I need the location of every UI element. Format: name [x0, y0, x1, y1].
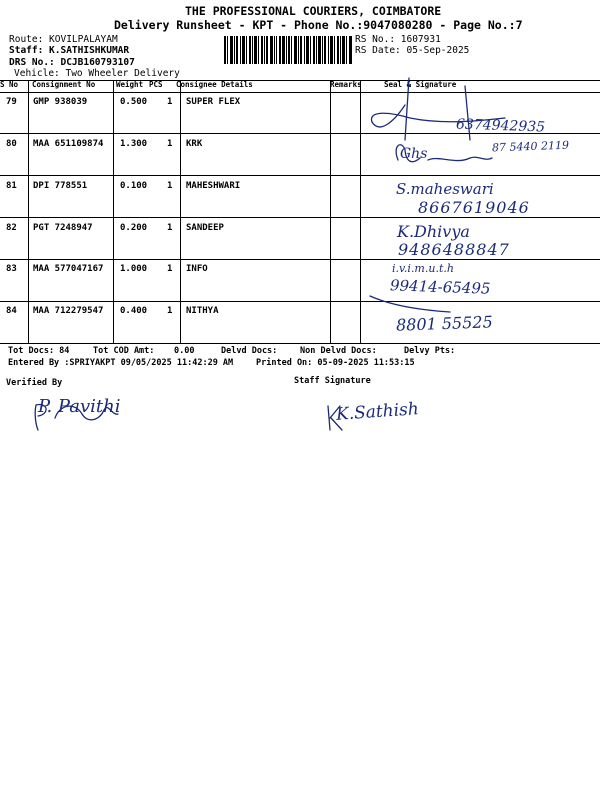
row-consignment: MAA 712279547: [33, 306, 104, 316]
row-consignee: MAHESHWARI: [186, 181, 241, 191]
delivered-docs: Delvd Docs:: [221, 346, 278, 356]
total-cod-value: 0.00: [174, 346, 195, 356]
row-sno: 82: [6, 223, 17, 233]
row-weight: 0.100: [120, 181, 148, 191]
row-divider: [0, 259, 600, 260]
staff-signature: K.Sathish: [335, 399, 420, 425]
handwritten-phone: 8667619046: [418, 198, 530, 217]
row-divider: [0, 217, 600, 218]
row-weight: 0.400: [120, 306, 148, 316]
row-weight: 0.200: [120, 223, 148, 233]
row-divider: [0, 175, 600, 176]
row-weight: 1.300: [120, 139, 148, 149]
table-bottom-border: [0, 343, 600, 344]
col-header-consignment: Consignment No: [32, 80, 96, 89]
handwritten-phone: 87 5440 2119: [491, 138, 570, 155]
row-weight: 1.000: [120, 264, 148, 274]
table-header-border: [0, 92, 600, 93]
col-divider: [113, 80, 114, 344]
runsheet-title: Delivery Runsheet - KPT - Phone No.:9047080280 - Page No.:7: [114, 18, 523, 32]
rs-date: RS Date: 05-Sep-2025: [355, 45, 470, 56]
drs-number: DRS No.: DCJB160793107: [9, 57, 135, 68]
row-divider: [0, 301, 600, 302]
handwritten-phone: 6374942935: [455, 116, 546, 136]
row-consignment: MAA 577047167: [33, 264, 104, 274]
col-header-weight: Weight: [116, 80, 144, 89]
company-title: THE PROFESSIONAL COURIERS, COIMBATORE: [185, 4, 442, 18]
handwritten-name: i.v.i.m.u.t.h: [392, 262, 454, 275]
entered-by: Entered By :SPRIYAKPT 09/05/2025 11:42:29 AM: [8, 358, 234, 368]
row-consignee: INFO: [186, 264, 208, 274]
staff-signature-label: Staff Signature: [294, 376, 371, 386]
verified-by-label: Verified By: [6, 378, 63, 388]
handwritten-phone: 9486488847: [398, 240, 510, 259]
row-consignment: MAA 651109874: [33, 139, 104, 149]
row-consignment: PGT 7248947: [33, 223, 93, 233]
row-sno: 79: [6, 97, 17, 107]
staff-label: Staff: K.SATHISHKUMAR: [9, 45, 130, 56]
row-pcs: 1: [167, 306, 173, 316]
row-consignee: NITHYA: [186, 306, 219, 316]
row-pcs: 1: [167, 264, 173, 274]
verifier-signature: P. Pavithi: [38, 396, 121, 417]
col-header-consignee: Consignee Details: [176, 80, 253, 89]
total-cod-label: Tot COD Amt:: [93, 346, 155, 356]
rs-number: RS No.: 1607931: [355, 34, 441, 45]
col-divider: [180, 80, 181, 344]
handwritten-phone: 8801 55525: [395, 312, 494, 335]
route-label: Route: KOVILPALAYAM: [9, 34, 118, 45]
row-consignee: SANDEEP: [186, 223, 224, 233]
row-sno: 84: [6, 306, 17, 316]
non-delivered-docs: Non Delvd Docs:: [300, 346, 377, 356]
col-header-remarks: Remarks: [330, 80, 362, 89]
row-sno: 83: [6, 264, 17, 274]
row-pcs: 1: [167, 97, 173, 107]
row-pcs: 1: [167, 181, 173, 191]
row-sno: 80: [6, 139, 17, 149]
delivery-points: Delvy Pts:: [404, 346, 456, 356]
vehicle-label: Vehicle: Two Wheeler Delivery: [14, 68, 180, 79]
handwritten-name: Ghs: [400, 146, 428, 162]
row-consignee: KRK: [186, 139, 203, 149]
col-divider: [330, 80, 331, 344]
total-docs: Tot Docs: 84: [8, 346, 70, 356]
col-header-sno: S No: [0, 80, 19, 89]
handwritten-name: S.maheswari: [396, 180, 494, 198]
barcode-image: [224, 36, 352, 64]
col-divider: [28, 80, 29, 344]
row-pcs: 1: [167, 223, 173, 233]
handwritten-phone: 99414-65495: [389, 276, 491, 298]
row-consignment: GMP 938039: [33, 97, 88, 107]
col-header-pcs: PCS: [149, 80, 163, 89]
row-pcs: 1: [167, 139, 173, 149]
col-header-seal: Seal & Signature: [384, 80, 457, 89]
printed-on: Printed On: 05-09-2025 11:53:15: [256, 358, 415, 368]
handwritten-name: K.Dhivya: [397, 222, 470, 241]
col-divider: [360, 80, 361, 344]
row-consignee: SUPER FLEX: [186, 97, 241, 107]
row-consignment: DPI 778551: [33, 181, 88, 191]
row-sno: 81: [6, 181, 17, 191]
row-weight: 0.500: [120, 97, 148, 107]
